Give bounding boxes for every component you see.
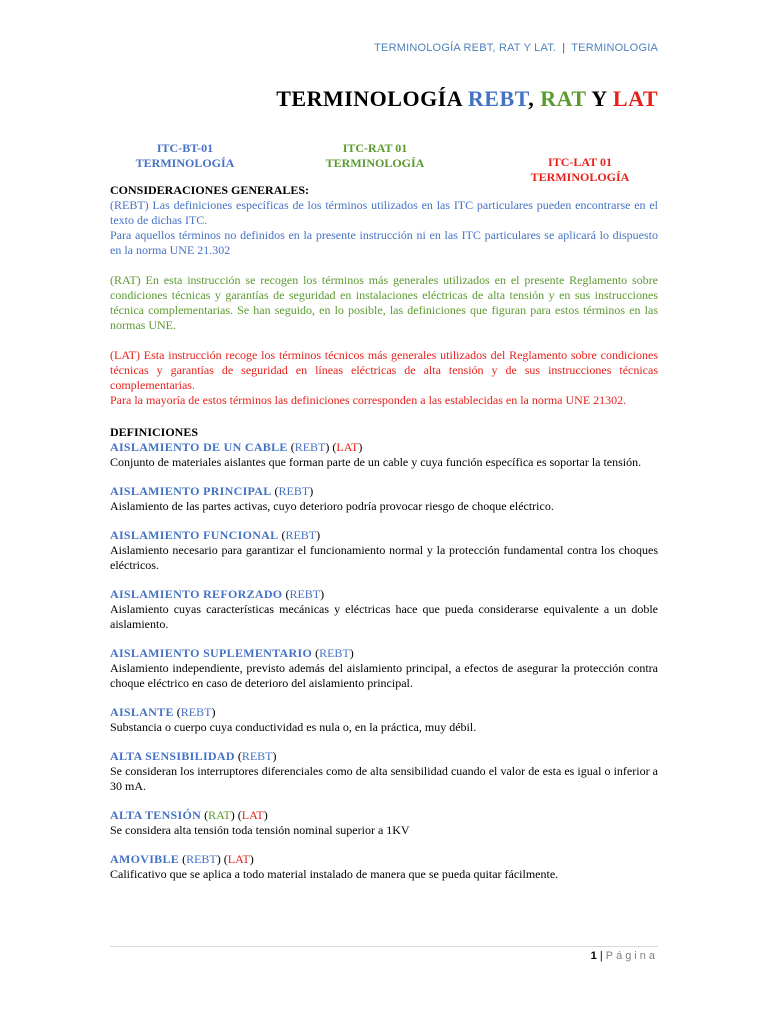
- definition-term: AISLAMIENTO REFORZADO: [110, 587, 283, 601]
- title-comma: ,: [528, 86, 541, 111]
- definition-source-tag: (REBT): [312, 646, 354, 660]
- itc-lat-label: TERMINOLOGÍA: [530, 170, 630, 184]
- definition-source-tag: (REBT): [179, 852, 221, 866]
- itc-rat-code: ITC-RAT 01: [342, 141, 408, 155]
- title-y: Y: [586, 86, 613, 111]
- definition-item: [110, 852, 658, 882]
- definition-source-tag: (REBT): [282, 587, 325, 601]
- definition-term-line: [110, 852, 658, 867]
- page-title: [276, 86, 658, 112]
- definition-item: [110, 587, 658, 632]
- rat-paragraph: (RAT) En esta instrucción se recogen los términos más generales utilizados en el presente Reglamento sobre condiciones técnicas y garantías de seguridad en instalaciones eléctricas de alta tensión y en sus instrucciones técnica complementarias. Se han seguido, en lo posible, las definiciones que figuran para estos términos en las normas UNE.: [110, 273, 658, 332]
- document-body: [110, 183, 658, 896]
- definition-term: AMOVIBLE: [110, 852, 180, 866]
- itc-rat-label: TERMINOLOGÍA: [325, 156, 425, 170]
- lat-tag: LAT: [114, 348, 136, 362]
- definition-term-line: [110, 808, 658, 823]
- definition-text: Conjunto de materiales aislantes que forman parte de un cable y cuya función específica es soportar la tensión.: [110, 455, 642, 469]
- definition-item: [110, 705, 658, 735]
- definition-term-line: [110, 484, 658, 499]
- definition-source-label: REBT: [289, 587, 321, 601]
- definition-source-label: LAT: [241, 808, 264, 822]
- definition-term: AISLAMIENTO FUNCIONAL: [110, 528, 279, 542]
- itc-bt-block: [130, 141, 240, 171]
- definition-term-line: [110, 705, 658, 720]
- header-title: TERMINOLOGÍA REBT, RAT Y LAT.: [374, 42, 557, 54]
- definition-source-label: REBT: [285, 528, 317, 542]
- definition-term: AISLANTE: [110, 705, 174, 719]
- definition-term: AISLAMIENTO DE UN CABLE: [110, 440, 288, 454]
- title-text: TERMINOLOGÍA: [276, 86, 468, 111]
- footer-separator: |: [599, 950, 603, 962]
- itc-lat-code: ITC-LAT 01: [548, 155, 612, 169]
- itc-lat-block: [525, 155, 635, 185]
- page-header: [374, 42, 658, 54]
- definition-source-tag: (REBT): [271, 484, 314, 498]
- definition-item: [110, 808, 658, 838]
- definition-item: [110, 646, 658, 691]
- definition-source-label: REBT: [278, 484, 310, 498]
- page-footer: [591, 950, 658, 962]
- definition-item: [110, 528, 658, 573]
- itc-bt-label: TERMINOLOGÍA: [135, 156, 235, 170]
- definition-text: Aislamiento cuyas características mecánicas y eléctricas hace que pueda considerarse equivalente a un doble aislamiento.: [110, 602, 658, 631]
- definition-item: [110, 440, 658, 470]
- definition-source-label: REBT: [186, 852, 217, 866]
- definitions-list: [110, 440, 658, 882]
- definition-term: ALTA TENSIÓN: [110, 808, 202, 822]
- definition-source-label: LAT: [227, 852, 250, 866]
- definition-source-tag: (REBT): [234, 749, 277, 763]
- definition-source-tag: (REBT): [287, 440, 330, 454]
- definition-text: Aislamiento independiente, previsto además del aislamiento principal, a efectos de asegurar la protección contra choque eléctrico en caso de deterioro del aislamiento principal.: [110, 661, 658, 690]
- rebt-paragraph-2: Para aquellos términos no definidos en la presente instrucción ni en las ITC particulares se aplicará lo dispuesto en la norma UNE 21.302: [110, 228, 658, 257]
- definition-source-label: REBT: [180, 705, 212, 719]
- definition-source-tag: (REBT): [173, 705, 216, 719]
- header-section: TERMINOLOGIA: [571, 42, 658, 54]
- definition-source-tag: (RAT): [201, 808, 235, 822]
- definition-source-tag: (LAT): [234, 808, 268, 822]
- definition-item: [110, 749, 658, 794]
- rat-tag: RAT: [114, 273, 137, 287]
- definition-term: AISLAMIENTO SUPLEMENTARIO: [110, 646, 313, 660]
- rat-text: En esta instrucción se recogen los términos más generales utilizados en el presente Reglamento sobre condiciones técnicas y garantías de seguridad en instalaciones eléctricas de alta tensión y en sus instrucciones técnica complementarias. Se han seguido, en lo posible, las definiciones que figuran para estos términos en las normas UNE.: [110, 273, 658, 332]
- definition-source-label: REBT: [294, 440, 326, 454]
- definition-text: Calificativo que se aplica a todo material instalado de manera que se pueda quitar fácilmente.: [110, 867, 559, 881]
- consideraciones-heading: CONSIDERACIONES GENERALES:: [110, 183, 310, 197]
- page-label: Página: [605, 950, 658, 962]
- definition-term-line: [110, 440, 658, 455]
- definiciones-heading: DEFINICIONES: [110, 425, 199, 439]
- definition-source-label: LAT: [336, 440, 359, 454]
- definition-text: Substancia o cuerpo cuya conductividad es nula o, en la práctica, muy débil.: [110, 720, 477, 734]
- definition-text: Se considera alta tensión toda tensión nominal superior a 1KV: [110, 823, 410, 837]
- definition-source-tag: (REBT): [278, 528, 321, 542]
- definition-source-tag: (LAT): [329, 440, 363, 454]
- definition-term-line: [110, 646, 658, 661]
- definition-source-label: REBT: [319, 646, 350, 660]
- itc-rat-block: [320, 141, 430, 171]
- definition-text: Aislamiento necesario para garantizar el funcionamiento normal y la protección fundamental contra los choques eléctricos.: [110, 543, 658, 572]
- header-separator: |: [562, 42, 566, 54]
- definition-text: Aislamiento de las partes activas, cuyo deterioro podría provocar riesgo de choque eléctrico.: [110, 499, 554, 513]
- rebt-paragraph-1: (REBT) Las definiciones específicas de los términos utilizados en las ITC particulares pueden encontrarse en el texto de dichas ITC.: [110, 198, 658, 227]
- title-rebt: REBT: [467, 86, 529, 111]
- rebt-text-1: Las definiciones específicas de los términos utilizados en las ITC particulares pueden encontrarse en el texto de dichas ITC.: [110, 198, 658, 227]
- definition-term: AISLAMIENTO PRINCIPAL: [110, 484, 272, 498]
- lat-paragraph-1: (LAT) Esta instrucción recoge los términos técnicos más generales utilizados del Reglamento sobre condiciones técnicas y garantías de seguridad en líneas eléctricas de alta tensión y de sus instrucciones técnicas complementarias.: [110, 348, 658, 392]
- definition-term: ALTA SENSIBILIDAD: [110, 749, 235, 763]
- page-number: 1: [590, 950, 597, 962]
- definition-source-label: REBT: [241, 749, 273, 763]
- definition-term-line: [110, 528, 658, 543]
- definition-source-label: RAT: [208, 808, 231, 822]
- title-lat: LAT: [612, 86, 658, 111]
- rebt-tag: REBT: [114, 198, 145, 212]
- definition-text: Se consideran los interruptores diferenciales como de alta sensibilidad cuando el valor de esta es igual o inferior a 30 mA.: [110, 764, 658, 793]
- definition-term-line: [110, 749, 658, 764]
- definition-source-tag: (LAT): [220, 852, 254, 866]
- footer-divider: [110, 946, 658, 947]
- title-rat: RAT: [540, 86, 587, 111]
- definition-term-line: [110, 587, 658, 602]
- itc-bt-code: ITC-BT-01: [156, 141, 214, 155]
- lat-paragraph-2: Para la mayoría de estos términos las definiciones corresponden a las establecidas en la norma UNE 21302.: [110, 393, 627, 407]
- lat-text-1: Esta instrucción recoge los términos técnicos más generales utilizados del Reglamento sobre condiciones técnicas y garantías de seguridad en líneas eléctricas de alta tensión y de sus instrucciones técnicas complementarias.: [110, 348, 658, 392]
- definition-item: [110, 484, 658, 514]
